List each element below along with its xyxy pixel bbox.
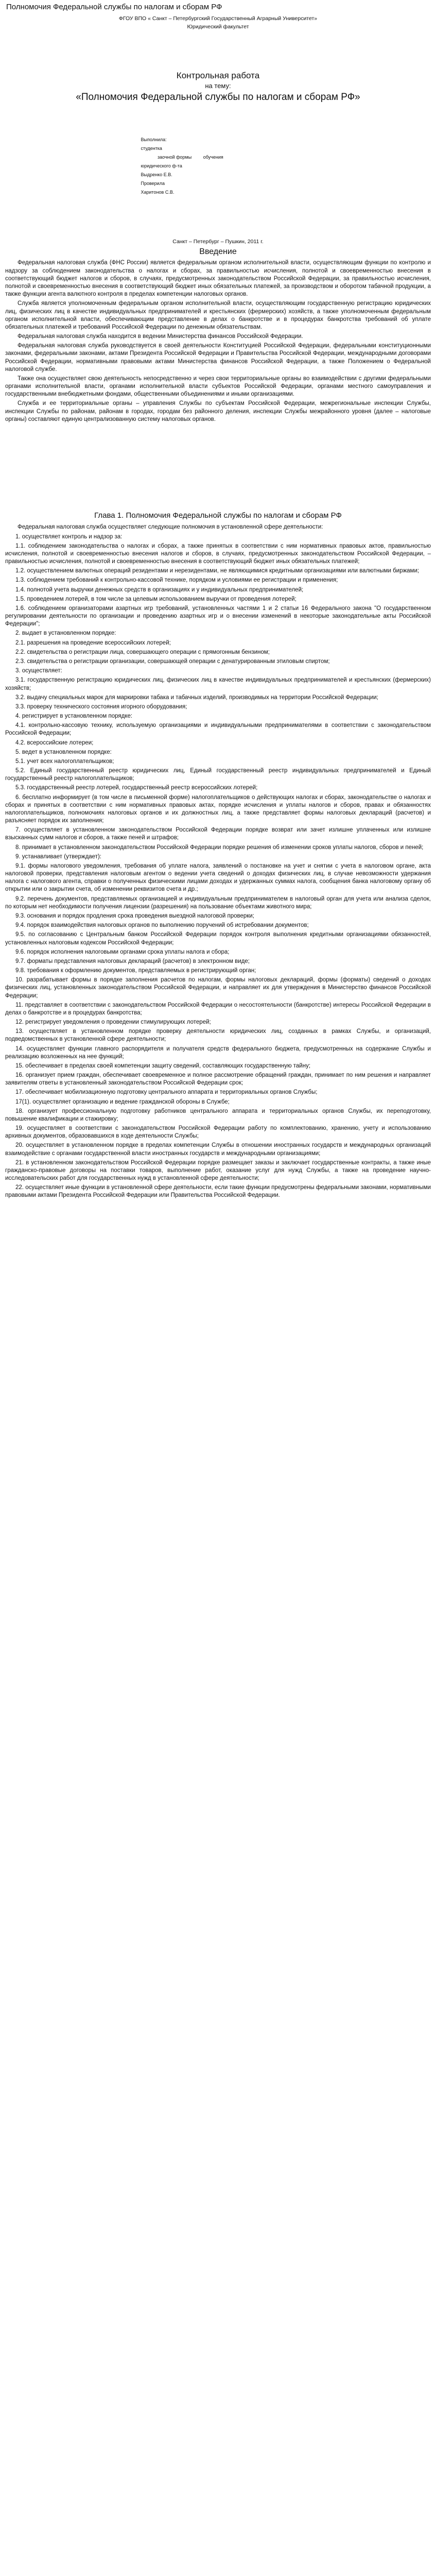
- performer-line: Выдренко Е.В.: [141, 172, 172, 178]
- intro-paragraph: Также она осуществляет свою деятельность непосредственно и через свои территориальные органы во взаимодействии с другими федеральными органами исполнительной власти, органами исполнительной власти субъектов Российской Федерации, органами местного самоуправления и государственными внебюджетными фондами, общественными объединениями и иными организациями.: [5, 375, 431, 398]
- power-item: 3. осуществляет:: [15, 668, 62, 674]
- performer-line: заочной формы обучения: [141, 155, 223, 160]
- document-header-title: Полномочия Федеральной службы по налогам и сборам РФ: [6, 3, 222, 11]
- power-item: 5. ведет в установленном порядке:: [15, 749, 112, 755]
- intro-paragraph: Федеральная налоговая служба находится в ведении Министерства финансов Российской Федерации.: [18, 333, 303, 340]
- power-item: 5.3. государственный реестр лотерей, государственный реестр всероссийских лотерей;: [15, 785, 258, 791]
- performer-line: студентка: [141, 145, 162, 151]
- power-item: 1. осуществляет контроль и надзор за:: [15, 533, 123, 540]
- power-item: 20. осуществляет в установленном порядке в пределах компетенции Службы в отношении иностранных государств и международных организаций взаимодействие с органами государственной власти иностранных государств и международными организациями;: [5, 1142, 431, 1157]
- city-year: Санкт – Петербург – Пушкин, 2011 г.: [172, 238, 264, 245]
- intro-heading: Введение: [199, 247, 237, 257]
- power-item: 9.4. порядок взаимодействия налоговых органов по выполнению поручений об истребовании документов;: [15, 922, 309, 929]
- power-item: 22. осуществляет иные функции в установленной сфере деятельности, если такие функции предусмотрены федеральными законами, нормативными правовыми актами Президента Российской Федерации или Правительства Российской Федерации.: [5, 1184, 431, 1199]
- power-item: 9. устанавливает (утверждает):: [15, 853, 101, 860]
- power-item: 18. организует профессиональную подготовку работников центрального аппарата и территориальных органов Службы, их переподготовку, повышение квалификации и стажировку;: [5, 1108, 431, 1122]
- power-item: 3.1. государственную регистрацию юридических лиц, физических лиц в качестве индивидуальных предпринимателей и крестьянских (фермерских) хозяйств;: [5, 677, 431, 691]
- power-item: 2.1. разрешения на проведение всероссийских лотерей;: [15, 639, 171, 646]
- power-item: 5.1. учет всех налогоплательщиков;: [15, 758, 114, 765]
- organization-name: ФГОУ ВПО « Санкт – Петербургский Государственный Аграрный Университет»: [118, 15, 318, 22]
- power-item: 9.7. форматы представления налоговых деклараций (расчетов) в электронном виде;: [15, 958, 250, 964]
- power-item: 4.1. контрольно-кассовую технику, используемую организациями и индивидуальными предпринимателями в соответствии с законодательством Российской Федерации;: [5, 722, 431, 737]
- power-item: 1.5. проведением лотерей, в том числе за целевым использованием выручки от проведения лотерей;: [15, 596, 297, 602]
- power-item: 12. регистрирует уведомления о проведении стимулирующих лотерей;: [15, 1019, 211, 1026]
- work-topic: «Полномочия Федеральной службы по налогам и сборам РФ»: [76, 92, 360, 103]
- intro-paragraph: Федеральная налоговая служба руководствуется в своей деятельности Конституцией Российской Федерации, федеральными конституционными законами, федеральными законами, актами Президента Российской Федерации и Правительства Российской Федерации, международными договорами Российской Федерации, нормативными правовыми актами Министерства финансов Российской Федерации, а также Положением о Федеральной налоговой службе.: [5, 343, 431, 372]
- power-item: 1.1. соблюдением законодательства о налогах и сборах, а также принятых в соответствии с ним нормативных правовых актов, правильностью исчисления, полнотой и своевременностью внесения налогов и сборов, в случаях, предусмотренных законодательством Российской Федерации, – правильностью исчисления, полнотой и своевременностью внесения в соответствующий бюджет иных обязательных платежей;: [5, 543, 431, 565]
- power-item: 2.3. свидетельства о регистрации организации, совершающей операции с денатурированным этиловым спиртом;: [15, 658, 330, 665]
- power-item: 17. обеспечивает мобилизационную подготовку центрального аппарата и территориальных органов Службы;: [15, 1089, 318, 1096]
- power-item: 7. осуществляет в установленном законодательством Российской Федерации порядке возврат или зачет излишне уплаченных или излишне взысканных сумм налогов и сборов, а также пеней и штрафов;: [5, 827, 431, 841]
- power-item: 8. принимает в установленном законодательством Российской Федерации порядке решения об изменении сроков уплаты налогов, сборов и пеней;: [15, 844, 424, 851]
- performer-block: [141, 135, 295, 197]
- powers-list: [5, 533, 431, 1200]
- power-item: 9.2. перечень документов, представляемых организацией и индивидуальным предпринимателем в налоговый орган для учета или анализа сделок, по которым нет необходимости получения лицензии (разрешения) на пользование объектами животного мира;: [5, 895, 431, 910]
- performer-line: Харитонов С.В.: [141, 190, 175, 195]
- power-item: 3.3. проверку технического состояния игорного оборудования;: [15, 703, 187, 710]
- power-item: 9.8. требования к оформлению документов, представляемых в регистрирующий орган;: [15, 968, 256, 974]
- document-page: [0, 0, 436, 1204]
- power-item: 9.1. формы налогового уведомления, требования об уплате налога, заявлений о постановке на учет и снятии с учета в налоговом органе, акта налоговой проверки, представления налоговым агентом о ведении учета сведений о доходах физических лиц, в случае невозможности удержания налога с налогового агента, справки о полученных физическими лицами доходах и удержанных суммах налога, сообщения банка налоговому органу об открытии или о закрытии счета, об изменении реквизитов счета и др.;: [5, 862, 431, 893]
- intro-paragraph: Федеральная налоговая служба (ФНС России) является федеральным органом исполнительной власти, осуществляющим функции по контролю и надзору за соблюдением законодательства о налогах и сборах, за правильностью исчисления, полнотой и своевременностью внесения в соответствующий бюджет налогов и сборов, в случаях, предусмотренных законодательством Российской Федерации, за правильностью исчисления, полнотой и своевременностью внесения в соответствующий бюджет иных обязательных платежей, за производством и оборотом табачной продукции, а также функции агента валютного контроля в пределах компетенции налоговых органов.: [5, 260, 431, 298]
- power-item: 15. обеспечивает в пределах своей компетенции защиту сведений, составляющих государственную тайну;: [15, 1062, 311, 1069]
- power-item: 13. осуществляет в установленном порядке проверку деятельности юридических лиц, созданных в рамках Службы, и организаций, подведомственных в установленной сфере деятельности;: [5, 1028, 431, 1043]
- intro-paragraph: Служба и ее территориальные органы – управления Службы по субъектам Российской Федерации, межрегиональные инспекции Службы, инспекции Службы по районам, районам в городах, городам без районного деления, инспекции Службы межрайонного уровня (далее – налоговые органы) составляют единую централизованную систему налоговых органов.: [5, 400, 431, 422]
- power-item: 5.2. Единый государственный реестр юридических лиц, Единый государственный реестр индивидуальных предпринимателей и Единый государственный реестр налогоплательщиков;: [5, 768, 431, 782]
- power-item: 2. выдает в установленном порядке:: [15, 630, 116, 637]
- power-item: 21. в установленном законодательством Российской Федерации порядке размещает заказы и заключает государственные контракты, а также иные гражданско-правовые договоры на поставки товаров, выполнение работ, оказание услуг для нужд Службы, а также на проведение научно-исследовательских работ для государственных нужд в установленной сфере деятельности;: [5, 1159, 431, 1182]
- work-type: Контрольная работа: [176, 70, 260, 80]
- on-topic-label: на тему:: [205, 81, 231, 90]
- performer-line: Выполнила:: [141, 137, 167, 142]
- power-item: 9.5. по согласованию с Центральным банком Российской Федерации порядок контроля выполнения кредитными организациями обязанностей, установленных налоговым кодексом Российской Федерации;: [5, 931, 431, 946]
- chapter-intro: Федеральная налоговая служба осуществляет следующие полномочия в установленной сфере деятельности:: [18, 524, 323, 531]
- faculty-name: Юридический факультет: [187, 23, 249, 30]
- performer-line: Проверила: [141, 181, 165, 187]
- power-item: 17(1). осуществляет организацию и ведение гражданской обороны в Службе;: [15, 1098, 230, 1105]
- power-item: 9.3. основания и порядок продления срока проведения выездной налоговой проверки;: [15, 912, 254, 919]
- performer-line: юридического ф-та: [141, 163, 182, 169]
- power-item: 16. организует прием граждан, обеспечивает своевременное и полное рассмотрение обращений граждан, принимает по ним решения и направляет заявителям ответы в установленный законодательством Российской Федерации срок;: [5, 1072, 431, 1087]
- power-item: 14. осуществляет функции главного распорядителя и получателя средств федерального бюджета, предусмотренных на содержание Службы и реализацию возложенных на нее функций;: [5, 1045, 431, 1060]
- power-item: 1.6. соблюдением организаторами азартных игр требований, установленных частями 1 и 2 статьи 16 Федерального закона "О государственном регулировании деятельности по организации и проведению азартных игр и о внесении изменений в некоторые законодательные акты Российской Федерации";: [5, 605, 431, 628]
- power-item: 1.2. осуществлением валютных операций резидентами и нерезидентами, не являющимися кредитными организациями или валютными биржами;: [15, 568, 420, 574]
- power-item: 1.4. полнотой учета выручки денежных средств в организациях и у индивидуальных предпринимателей;: [15, 586, 304, 593]
- intro-section: [5, 259, 431, 423]
- power-item: 1.3. соблюдением требований к контрольно-кассовой технике, порядком и условиями ее регистрации и применения;: [15, 577, 338, 584]
- chapter-title: Глава 1. Полномочия Федеральной службы по налогам и сборам РФ: [94, 511, 342, 520]
- intro-paragraph: Служба является уполномоченным федеральным органом исполнительной власти, осуществляющим государственную регистрацию юридических лиц, физических лиц в качестве индивидуальных предпринимателей и крестьянских (фермерских) хозяйств, а также уполномоченным федеральным органом исполнительной власти, обеспечивающим представление в делах о банкротстве и в процедурах банкротства требований об уплате обязательных платежей и требований Российской Федерации по денежным обязательствам.: [5, 300, 431, 330]
- power-item: 9.6. порядок исполнения налоговыми органами срока уплаты налога и сбора;: [15, 948, 230, 955]
- power-item: 4. регистрирует в установленном порядке:: [15, 713, 133, 720]
- power-item: 4.2. всероссийские лотереи;: [15, 739, 94, 746]
- power-item: 2.2. свидетельства о регистрации лица, совершающего операции с прямогонным бензином;: [15, 649, 270, 655]
- power-item: 6. бесплатно информирует (в том числе в письменной форме) налогоплательщиков о действующих налогах и сборах, законодательстве о налогах и сборах и принятых в соответствии с ним нормативных правовых актах, порядке исчисления и уплаты налогов и сборов, правах и обязанностях налогоплательщиков, полномочиях налоговых органов и их должностных лиц, а также представляет формы налоговых деклараций (расчетов) и разъясняет порядок их заполнения;: [5, 794, 431, 824]
- power-item: 3.2. выдачу специальных марок для маркировки табака и табачных изделий, производимых на территории Российской Федерации;: [15, 694, 378, 701]
- power-item: 10. разрабатывает формы в порядке заполнения расчетов по налогам, формы налоговых деклараций, формы (форматы) сведений о доходах физических лиц, установленных законодательством Российской Федерации, и направляет их для утверждения в Министерство финансов Российской Федерации;: [5, 977, 431, 999]
- power-item: 11. представляет в соответствии с законодательством Российской Федерации о несостоятельности (банкротстве) интересы Российской Федерации в делах о банкротстве и в процедурах банкротства;: [5, 1002, 431, 1016]
- power-item: 19. осуществляет в соответствии с законодательством Российской Федерации работу по комплектованию, хранению, учету и использованию архивных документов, образовавшихся в ходе деятельности Службы;: [5, 1125, 431, 1140]
